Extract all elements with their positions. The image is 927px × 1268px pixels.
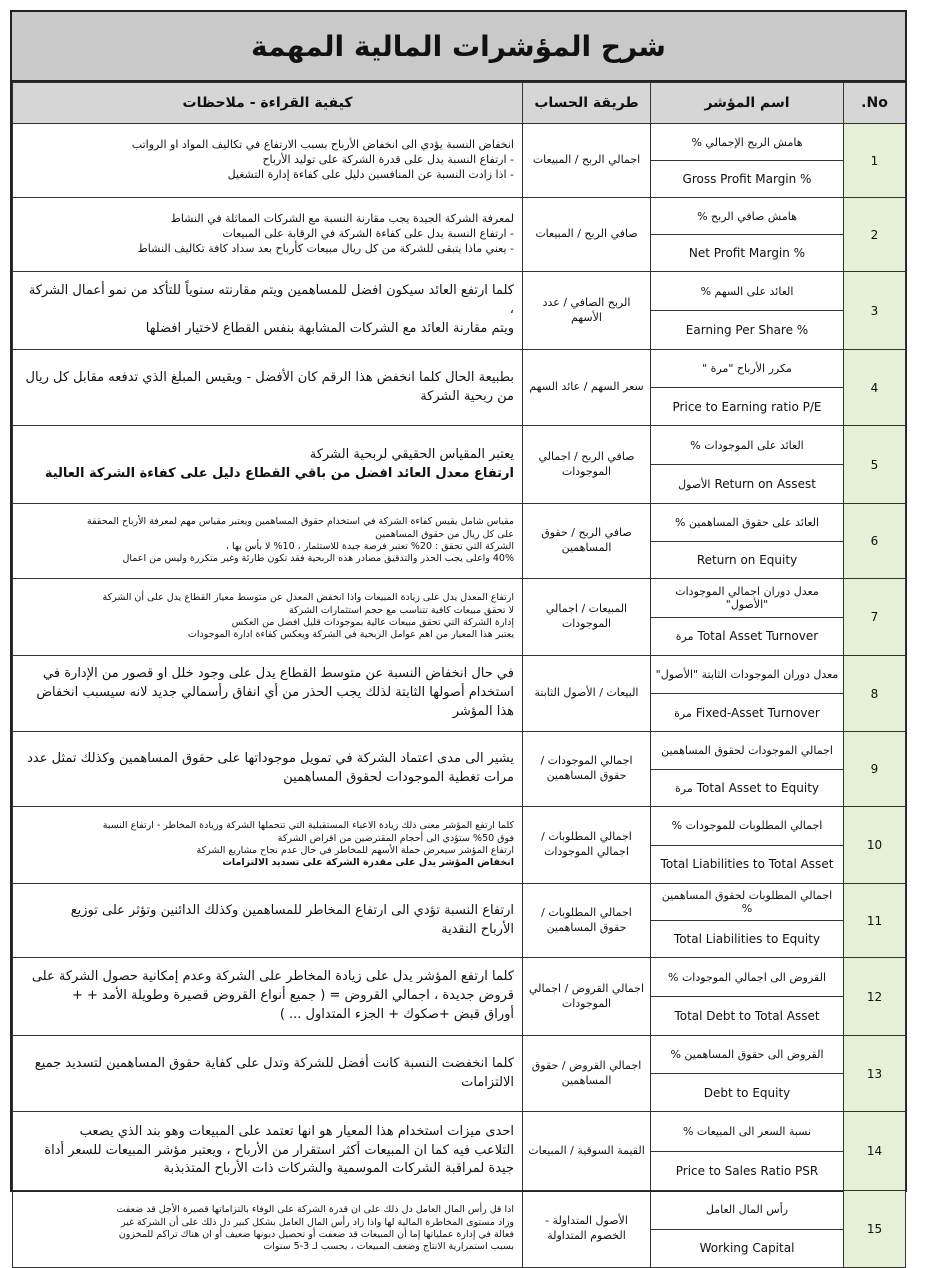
indicator-name-en (651, 617, 844, 656)
indicator-name-en-text: Total Debt to Total Asset (674, 1009, 820, 1023)
notes-line: قروض جديدة ، اجمالي القروض = ( جميع أنواع القروض قصيرة وطويلة الأمد + + (72, 988, 514, 1004)
indicator-name-ar: رأس المال العامل (651, 1191, 844, 1230)
notes-line: الالتزامات (461, 1074, 514, 1090)
indicator-name-en-text: Total Liabilities to Total Asset (660, 857, 834, 872)
indicator-name-en-text: Return on Equity (696, 552, 798, 567)
header-name: اسم المؤشر (651, 83, 844, 124)
row-number: 7 (844, 579, 906, 656)
notes-cell (13, 579, 523, 656)
method-cell: سعر السهم / عائد السهم (523, 350, 651, 426)
notes-cell (13, 350, 523, 426)
method-cell: اجمالي الموجودات / حقوق المساهمين (523, 732, 651, 807)
indicator-name-en-extra: الأصول (678, 478, 711, 491)
indicator-name-ar: العائد على السهم % (651, 272, 844, 311)
notes-line: بطبيعة الحال كلما انخفض هذا الرقم كان الأفضل - ويقيس المبلغ الذي تدفعه مقابل كل ريال (25, 369, 514, 385)
table-row (13, 732, 906, 770)
indicator-name-en (651, 1229, 844, 1268)
indicators-table (12, 82, 906, 1268)
table-row (13, 958, 906, 997)
indicator-name-ar: اجمالي الموجودات لحقوق المساهمين (651, 732, 844, 770)
row-number: 15 (844, 1191, 906, 1268)
indicator-name-en-text: Total Liabilities to Equity (673, 932, 821, 946)
notes-line: كلما ارتفع العائد سيكون افضل للمساهمين ويتم مقارنته سنوياً للتأكد من نمو أعمال الشركة ، (28, 283, 514, 318)
notes-line: وزاد مستوى المخاطرة المالية لها واذا زاد رأس المال العامل بشكل كبير دل ذلك على أن الشركة غير (120, 1216, 514, 1228)
indicator-name-ar: نسبة السعر الى المبيعات % (651, 1112, 844, 1152)
indicator-name-en-text: Return on Assest (714, 477, 816, 491)
row-number: 4 (844, 350, 906, 426)
notes-cell (13, 1191, 523, 1268)
indicator-name-en (651, 1074, 844, 1112)
table-row (13, 579, 906, 618)
row-number: 13 (844, 1036, 906, 1112)
indicator-name-en (651, 1151, 844, 1191)
notes-line: يعتبر المقياس الحقيقي لربحية الشركة (309, 446, 514, 462)
indicator-name-ar: معدل دوران اجمالي الموجودات "الأصول" (651, 579, 844, 618)
notes-line: هذا المؤشر (452, 703, 514, 719)
indicator-name-en-extra: مرة (674, 706, 692, 720)
notes-line: فعالة في إدارة عملياتها إما أن المبيعات قد ضعفت أو تحصيل ديونها ضعيف أو ان هناك تراكم للمخزون (118, 1229, 514, 1240)
row-number: 5 (844, 426, 906, 504)
notes-line: مقياس شامل يقيس كفاءة الشركة في استخدام حقوق المساهمين ويعتبر مقياس مهم لمعرفة الأرباح المحققة (86, 516, 514, 528)
table-row (13, 272, 906, 311)
notes-line: أوراق قبض +صكوك + الجزء المتداول ... ) (279, 1006, 514, 1022)
table-row (13, 1191, 906, 1230)
indicator-name-en-text: Working Capital (699, 1241, 795, 1256)
notes-cell (13, 198, 523, 272)
title-bar (12, 12, 905, 82)
notes-cell (13, 732, 523, 807)
table-row (13, 124, 906, 161)
notes-line: على كل ريال من حقوق المساهمين (375, 528, 514, 540)
row-number: 2 (844, 198, 906, 272)
notes-line: لا تحقق مبيعات كافية تتناسب مع حجم استثمارات الشركة (288, 604, 514, 616)
row-number: 3 (844, 272, 906, 350)
indicator-name-en (651, 388, 844, 426)
notes-line: كلما ارتفع المؤشر يدل على زيادة المخاطر على الشركة وعدم إمكانية حصول الشركة على (31, 969, 514, 985)
notes-cell (13, 124, 523, 198)
indicator-name-en-text: Earning Per Share % (685, 323, 809, 337)
indicator-name-en (651, 235, 844, 272)
table-row (13, 198, 906, 235)
indicator-name-ar: اجمالي المطلوبات للموجودات % (651, 807, 844, 846)
method-cell: صافي الربح / اجمالي الموجودات (523, 426, 651, 504)
notes-line: ارتفاع المعدل يدل على زيادة المبيعات واذا انخفض المعدل عن متوسط معيار القطاع يدل على أن الشركة (102, 592, 514, 604)
table-row (13, 807, 906, 846)
row-number: 14 (844, 1112, 906, 1191)
notes-cell (13, 1036, 523, 1112)
row-number: 8 (844, 656, 906, 732)
notes-line: التلاعب فيه كما ان المبيعات أكثر استقرار من الأرباح ، ويعتبر مؤشر المبيعات للسعر أداة (44, 1142, 514, 1158)
notes-cell (13, 426, 523, 504)
indicator-name-en-text: Price to Sales Ratio PSR (675, 1163, 819, 1178)
notes-line: إدارة الشركة التي تحقق مبيعات عالية بموجودات قليل افضل من العكس (231, 617, 514, 628)
notes-cell (13, 1112, 523, 1191)
method-cell: صافي الربح / حقوق المساهمين (523, 504, 651, 579)
table-row (13, 884, 906, 921)
method-cell: اجمالي المطلوبات / اجمالي الموجودات (523, 807, 651, 884)
notes-line: احدى ميزات استخدام هذا المعيار هو انها تعتمد على المبيعات وهو بند الذي يصعب (79, 1123, 514, 1139)
indicator-name-ar: القروض الى اجمالي الموجودات % (651, 958, 844, 997)
header-notes: كيفية القراءة - ملاحظات (13, 83, 523, 124)
page-title: شرح المؤشرات المالية المهمة (251, 29, 666, 63)
notes-line: ويتم مقارنة العائد مع الشركات المشابهة بنفس القطاع لاختيار افضلها (145, 320, 514, 336)
method-cell: البيعات / الأصول الثابتة (523, 656, 651, 732)
method-cell: اجمالي المطلوبات / حقوق المساهمين (523, 884, 651, 958)
indicator-name-ar: مكرر الأرباح "مرة " (651, 350, 844, 388)
notes-bold-line: ارتفاع معدل العائد افضل من باقي القطاع دليل على كفاءة الشركة العالية (44, 465, 514, 481)
notes-line: - ارتفاع النسبة يدل على كفاءة الشركة في الرقابة على المبيعات (222, 227, 514, 241)
indicator-name-en (651, 997, 844, 1036)
indicator-name-en (651, 921, 844, 958)
indicator-name-en-text: Price to Earning ratio P/E (672, 399, 822, 414)
notes-line: لمعرفة الشركة الجيدة يجب مقارنة النسبة مع الشركات المماثلة في النشاط (170, 212, 514, 226)
indicator-name-en-text: Gross Profit Margin % (682, 172, 812, 186)
notes-line: - اذا زادت النسبة عن المنافسين دليل على كفاءة إدارة التشغيل (227, 167, 514, 181)
indicator-name-en-text: Debt to Equity (703, 1085, 791, 1100)
indicator-name-ar: القروض الى حقوق المساهمين % (651, 1036, 844, 1074)
notes-line: من ربحية الشركة (420, 388, 514, 404)
notes-cell (13, 272, 523, 350)
indicator-name-en (651, 769, 844, 807)
method-cell: اجمالي الربح / المبيعات (523, 124, 651, 198)
indicator-name-en (651, 161, 844, 198)
indicator-name-en (651, 845, 844, 884)
row-number: 6 (844, 504, 906, 579)
notes-bold-line: انخفاض المؤشر يدل على مقدرة الشركة على تسديد الالتزامات (222, 857, 514, 869)
document-page (10, 10, 907, 1256)
indicator-name-en (651, 541, 844, 579)
method-cell: المبيعات / اجمالي الموجودات (523, 579, 651, 656)
method-cell: الربح الصافي / عدد الأسهم (523, 272, 651, 350)
indicator-name-en-text: Total Asset to Equity (696, 780, 819, 795)
notes-line: في حال انخفاض النسبة عن متوسط القطاع يدل على وجود خلل او قصور من الإدارة في (43, 666, 514, 682)
indicator-name-ar: العائد على حقوق المساهمين % (651, 504, 844, 542)
notes-line: الأرباح النقدية (441, 921, 514, 937)
table-row (13, 656, 906, 694)
method-cell: اجمالي القروض / حقوق المساهمين (523, 1036, 651, 1112)
indicator-name-en-text: Total Asset Turnover (697, 629, 819, 644)
row-number: 11 (844, 884, 906, 958)
method-cell: صافي الربح / المبيعات (523, 198, 651, 272)
table-row (13, 504, 906, 542)
indicator-name-ar: العائد على الموجودات % (651, 426, 844, 465)
indicator-name-ar: هامش صافي الربح % (651, 198, 844, 235)
notes-line: يعتبر هذا المعيار من اهم عوامل الربحية في الشركة ويعكس كفاءة ادارة الموجودات (187, 629, 514, 641)
notes-line: الشركة التي تحقق : 20% تعتبر فرصة جيدة للاستثمار ، 10% لا بأس بها ، (225, 541, 514, 552)
table-header-row (13, 83, 906, 124)
indicator-name-ar: هامش الربح الإجمالي % (651, 124, 844, 161)
table-row (13, 350, 906, 388)
notes-line: اذا قل رأس المال العامل دل ذلك على ان قدرة الشركة على الوفاء بالتزاماتها قصيرة الأجل قد ضعفت (116, 1204, 514, 1216)
notes-line: - يعني ماذا يتبقى للشركة من كل ريال مبيعات كأرباح بعد سداد كافة تكاليف النشاط (137, 241, 514, 255)
indicator-name-en (651, 694, 844, 732)
indicator-name-ar: اجمالي المطلوبات لحقوق المساهمين % (651, 884, 844, 921)
indicator-name-en (651, 311, 844, 350)
indicator-name-en-text: Net Profit Margin % (688, 246, 806, 260)
method-cell: اجمالي القروض / اجمالي الموجودات (523, 958, 651, 1036)
indicator-name-en (651, 465, 844, 504)
notes-line: ارتفاع المؤشر سيعرض حملة الأسهم للمخاطر في حال عدم نجاح مشاريع الشركة (196, 845, 514, 856)
method-cell: الأصول المتداولة - الخصوم المتداولة (523, 1191, 651, 1268)
notes-line: انخفاض النسبة يؤدي الى انخفاض الأرباح بسبب الارتفاع في تكاليف المواد او الرواتب (131, 138, 514, 152)
notes-line: كلما انخفضت النسبة كانت أفضل للشركة وتدل على كفاية حقوق المساهمين لتسديد جميع (34, 1055, 514, 1071)
row-number: 1 (844, 124, 906, 198)
row-number: 12 (844, 958, 906, 1036)
notes-line: - ارتفاع النسبة يدل على قدرة الشركة على توليد الأرباح (262, 153, 514, 167)
indicator-name-en-text: Fixed-Asset Turnover (695, 705, 820, 720)
row-number: 10 (844, 807, 906, 884)
notes-line: جيدة لمراقبة الشركات الموسمية والشركات ذات الأرباح المتذبذبة (163, 1161, 514, 1177)
notes-line: 40% واعلى يجب الحذر والتدقيق مصادر هذه الربحية فقد تكون طارئة وغير متكررة وليس من اعمال (122, 553, 514, 565)
table-row (13, 426, 906, 465)
table-row (13, 1112, 906, 1152)
notes-line: بسبب استمرارية الانتاج وضعف المبيعات ، يحسب لـ 3-5 سنوات (263, 1241, 514, 1253)
indicator-name-ar: معدل دوران الموجودات الثابتة "الأصول" (651, 656, 844, 694)
notes-line: كلما ارتفع المؤشر معنى ذلك زيادة الاعباء المستقبلية التي تتحملها الشركة وزيادة المخاطر - ارتفاع النسبة (102, 820, 514, 832)
notes-line: ارتفاع النسبة تؤدي الى ارتفاع المخاطر للمساهمين وكذلك الدائنين وتؤثر على توزيع (70, 902, 514, 918)
indicator-name-en-extra: مرة (675, 630, 694, 644)
table-row (13, 1036, 906, 1074)
notes-line: فوق 50% ستؤدي الى أحجام المقترضين من اقراض الشركة (277, 832, 514, 844)
notes-cell (13, 884, 523, 958)
row-number: 9 (844, 732, 906, 807)
notes-line: استخدام أصولها الثابتة لذلك يجب الحذر من أي انفاق رأسمالي جديد لانه سيسبب انخفاض (36, 685, 514, 701)
method-cell: القيمة السوقية / المبيعات (523, 1112, 651, 1191)
notes-cell (13, 504, 523, 579)
header-no: No. (844, 83, 906, 124)
notes-cell (13, 807, 523, 884)
notes-cell (13, 958, 523, 1036)
notes-line: يشير الى مدى اعتماد الشركة في تمويل موجوداتها على حقوق المساهمين وكذلك تمثل عدد (27, 751, 514, 767)
header-method: طريقة الحساب (523, 83, 651, 124)
notes-cell (13, 656, 523, 732)
indicator-name-en-extra: مرة (675, 781, 693, 795)
notes-line: مرات تغطية الموجودات لحقوق المساهمين (283, 770, 514, 785)
